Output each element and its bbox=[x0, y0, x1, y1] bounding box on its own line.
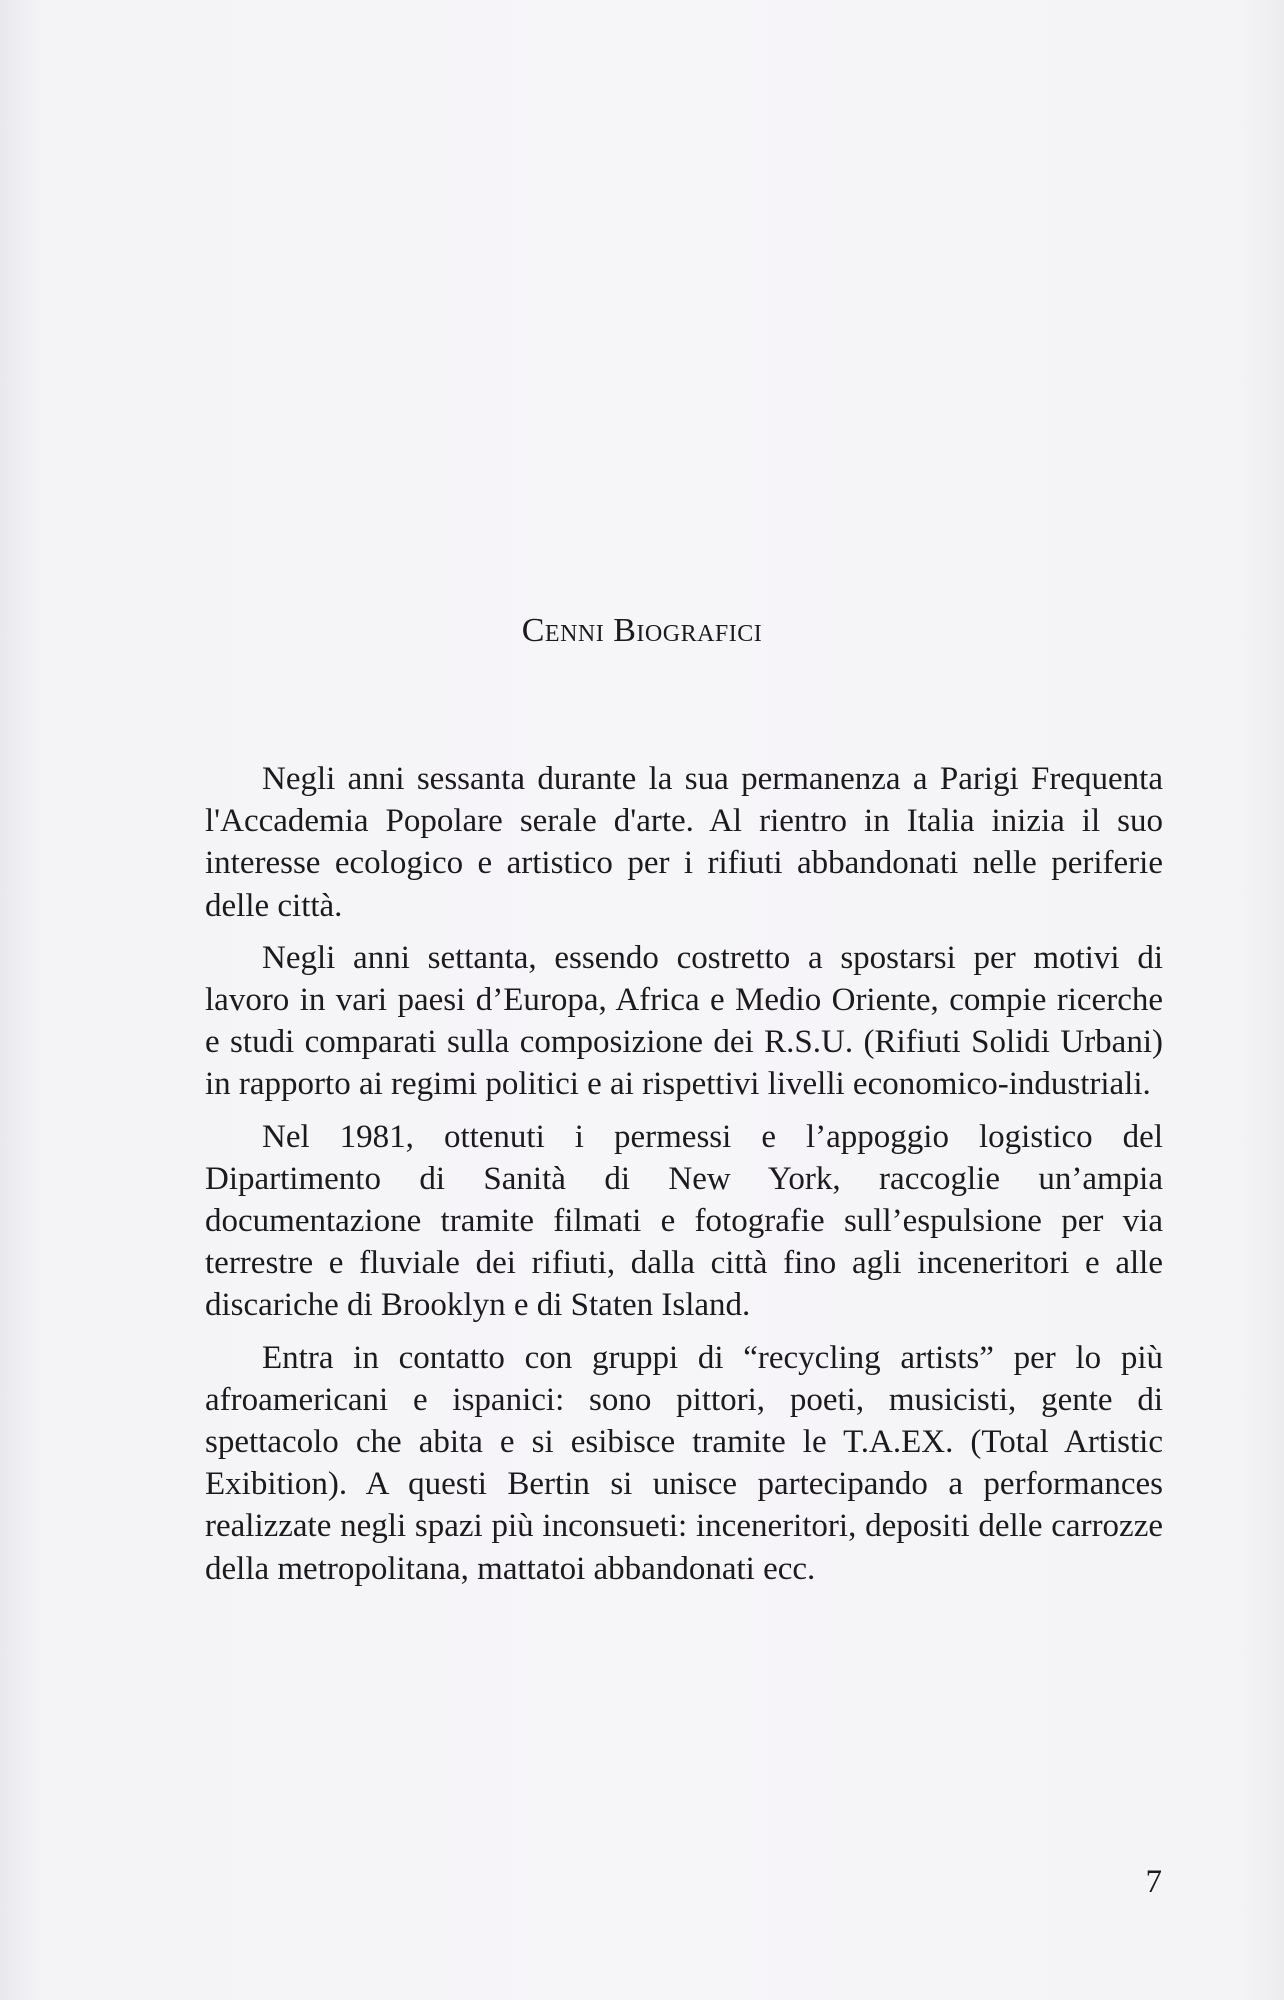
show-through-text bbox=[205, 205, 1155, 255]
paragraph: Entra in contatto con gruppi di “recycling artists” per lo più afroamericani e ispanici: sono pittori, poeti, musicisti, gente di spettacolo che abita e si esibisce tramite le T.A.EX. (Total Artistic Exibition). A questi Bertin si unisce partecipando a performances realizzate negli spazi più inconsueti: inceneritori, depositi delle carrozze della metropolitana, mattatoi abbandonati ecc. bbox=[205, 1339, 1163, 1587]
page-number: 7 bbox=[1145, 1864, 1162, 1900]
body-text bbox=[205, 758, 1163, 1600]
paragraph: Negli anni settanta, essendo costretto a spostarsi per motivi di lavoro in vari paesi d’Europa, Africa e Medio Oriente, compie ricerche e studi comparati sulla composizione dei R.S.U. (Rifiuti Solidi Urbani) in rapporto ai regimi politici e ai rispettivi livelli economico-industriali. bbox=[205, 939, 1163, 1103]
section-heading: Cenni Biografici bbox=[521, 612, 763, 649]
paragraph: Nel 1981, ottenuti i permessi e l’appoggio logistico del Dipartimento di Sanità di New York, raccoglie un’ampia documentazione tramite filmati e fotografie sull’espulsione per via terrestre e fluviale dei rifiuti, dalla città fino agli inceneritori e alle discariche di Brooklyn e di Staten Island. bbox=[205, 1118, 1163, 1324]
paragraph: Negli anni sessanta durante la sua permanenza a Parigi Frequenta l'Accademia Popolare serale d'arte. Al rientro in Italia inizia il suo interesse ecologico e artistico per i rifiuti abbandonati nelle periferie delle città. bbox=[205, 761, 1163, 924]
